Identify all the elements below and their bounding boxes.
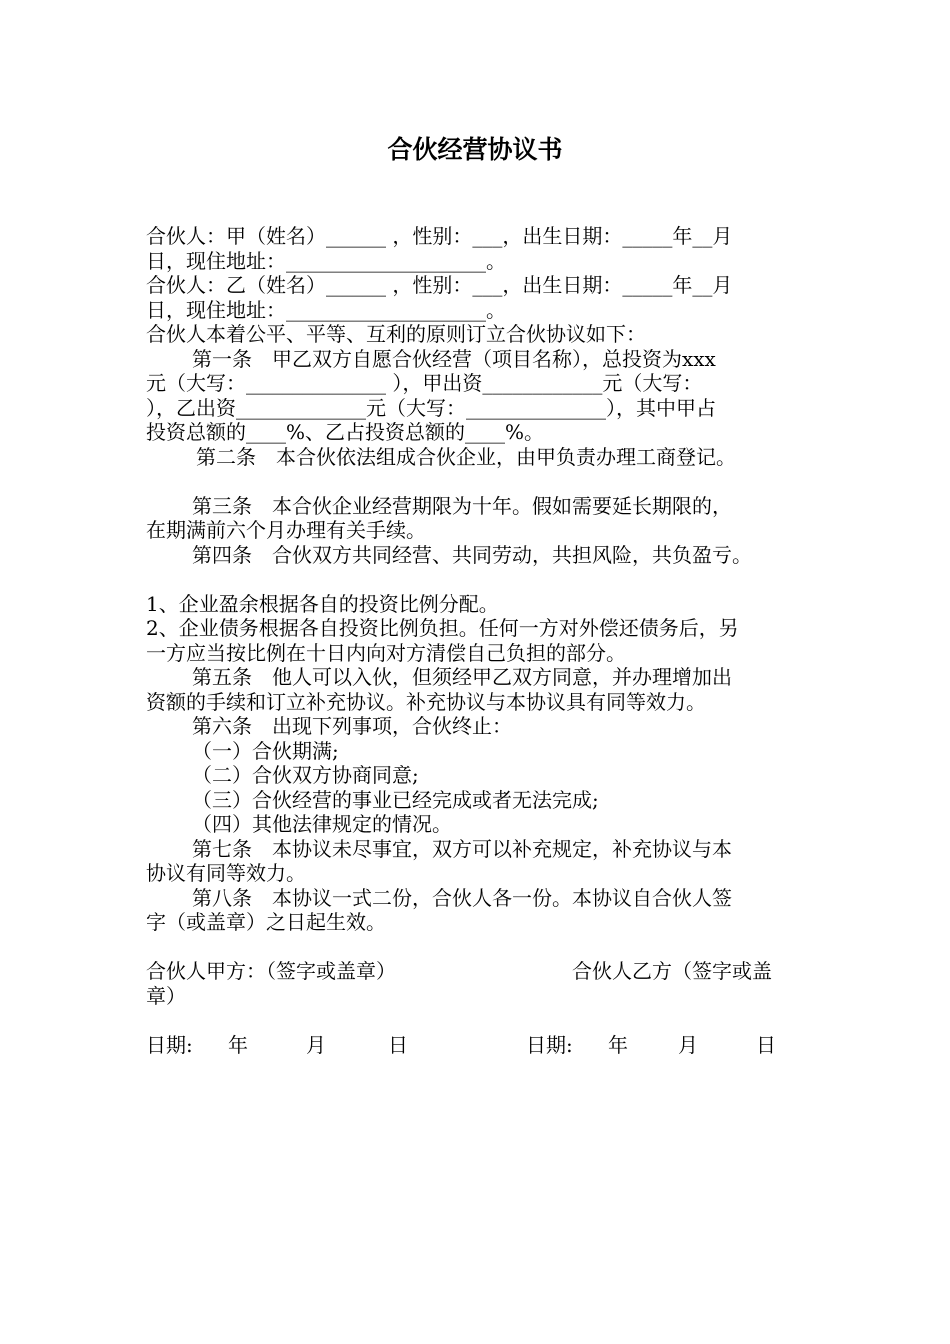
article-1-line-4: 投资总额的____%、乙占投资总额的____%。: [146, 420, 545, 444]
article-4-item-2-line-2: 一方应当按比例在十日内向对方清偿自己负担的部分。: [146, 640, 626, 665]
page-title: 合伙经营协议书: [387, 135, 563, 164]
article-6-item-3: （三）合伙经营的事业已经完成或者无法完成;: [192, 787, 599, 812]
article-4-item-1: 1、企业盈余根据各自的投资比例分配。: [146, 591, 499, 616]
intro-line: 合伙人本着公平、平等、互利的原则订立合伙协议如下：: [146, 322, 646, 346]
date-label: 日期:: [146, 1032, 193, 1057]
blank-gap: [146, 935, 816, 960]
date-year: 年: [228, 1032, 248, 1057]
partner-a-line-1: 合伙人：甲（姓名）______ ，性别：___，出生日期：_____年__月: [146, 224, 733, 248]
article-4-line-1: 第四条 合伙双方共同经营、共同劳动，共担风险，共负盈亏。: [192, 542, 752, 567]
article-6-item-2: （二）合伙双方协商同意;: [192, 763, 419, 787]
party-b-date: [526, 1033, 796, 1058]
signature-row: [146, 959, 816, 984]
party-a-date: [146, 1033, 526, 1058]
article-2-line-1: 第二条 本合伙依法组成合伙企业，由甲负责办理工商登记。: [196, 444, 736, 469]
article-1-line-3: ），乙出资_____________元（大写：______________），其中甲占: [146, 395, 716, 420]
partner-b-line-2: 日，现住地址：____________________。: [146, 297, 506, 322]
date-day: 日: [756, 1032, 776, 1057]
article-6-item-1: （一）合伙期满;: [192, 738, 339, 763]
article-3-line-1: 第三条 本合伙企业经营期限为十年。假如需要延长期限的，: [192, 493, 732, 518]
date-row: [146, 1033, 816, 1058]
article-3-line-2: 在期满前六个月办理有关手续。: [146, 518, 426, 542]
party-a-signature: 合伙人甲方：（签字或盖章）: [146, 959, 396, 983]
article-8-line-1: 第八条 本协议一式二份，合伙人各一份。本协议自合伙人签: [192, 885, 732, 910]
article-7-line-1: 第七条 本协议未尽事宜，双方可以补充规定，补充协议与本: [192, 836, 732, 861]
partner-b-line-1: 合伙人：乙（姓名）______ ，性别：___，出生日期：_____年__月: [146, 273, 733, 297]
blank-gap: [146, 567, 816, 592]
article-6-line-1: 第六条 出现下列事项，合伙终止：: [192, 714, 512, 738]
date-label: 日期:: [526, 1032, 573, 1057]
blank-gap: [146, 1008, 816, 1033]
article-4-item-2-line-1: 2、企业债务根据各自投资比例负担。任何一方对外偿还债务后，另: [146, 616, 739, 640]
partner-a-line-2: 日，现住地址：____________________。: [146, 248, 506, 273]
article-5-line-2: 资额的手续和订立补充协议。补充协议与本协议具有同等效力。: [146, 689, 706, 714]
blank-gap: [146, 469, 816, 494]
date-year: 年: [608, 1032, 628, 1057]
party-b-signature-cont: 章）: [146, 983, 186, 1008]
article-1-line-1: 第一条 甲乙双方自愿合伙经营（项目名称），总投资为xxx: [192, 346, 716, 371]
date-day: 日: [388, 1032, 408, 1057]
article-7-line-2: 协议有同等效力。: [146, 861, 306, 885]
article-1-line-2: 元（大写：______________ ），甲出资____________元（大写：: [146, 371, 703, 395]
date-month: 月: [306, 1032, 326, 1057]
article-8-line-2: 字（或盖章）之日起生效。: [146, 910, 386, 934]
party-b-signature: 合伙人乙方（签字或盖: [572, 959, 772, 983]
article-6-item-4: （四）其他法律规定的情况。: [192, 812, 452, 836]
article-5-line-1: 第五条 他人可以入伙，但须经甲乙双方同意，并办理增加出: [192, 665, 732, 689]
date-month: 月: [678, 1032, 698, 1057]
document-body: [146, 224, 816, 1057]
